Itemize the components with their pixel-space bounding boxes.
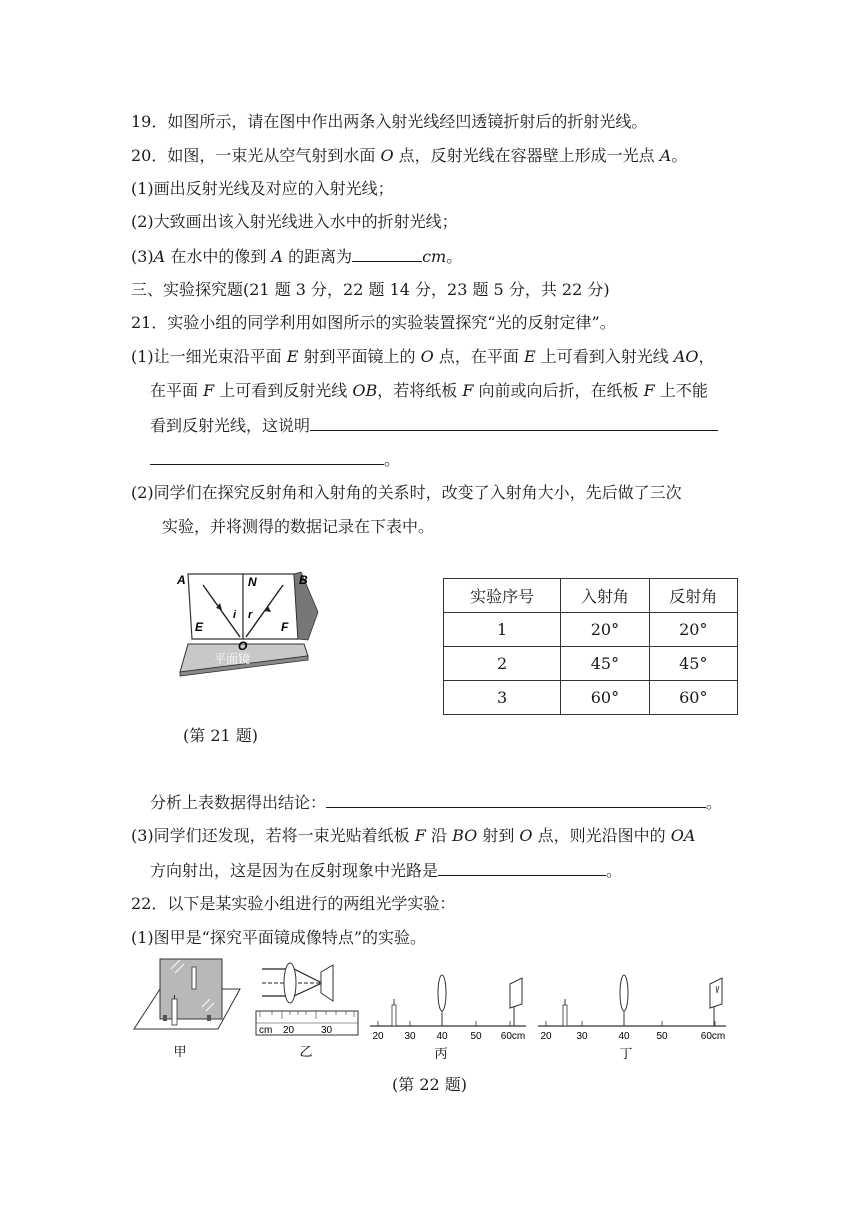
table-row — [444, 681, 738, 715]
light-screen — [510, 978, 522, 1008]
bench-tick-label: 20 — [540, 1031, 552, 1042]
candle — [563, 1005, 567, 1026]
table-cell: 45° — [649, 647, 737, 681]
label-r: r — [248, 609, 253, 621]
data-table — [443, 578, 738, 715]
question-21-part-1-line-2: 在平面 F 上可看到反射光线 OB，若将纸板 F 向前或向后折，在纸板 F 上不能 — [150, 381, 708, 400]
question-20-stem: 20．如图，一束光从空气射到水面 O 点，反射光线在容器壁上形成一光点 A。 — [131, 146, 688, 165]
answer-blank[interactable] — [150, 448, 384, 465]
figure-22-caption: (第 22 题) — [392, 1075, 468, 1094]
table-header: 反射角 — [649, 579, 737, 613]
question-21-conclusion: 分析上表数据得出结论： 。 — [150, 793, 723, 812]
glass-plate — [160, 959, 222, 1019]
bench-tick-label: 40 — [436, 1031, 448, 1042]
table-cell: 60° — [561, 681, 649, 715]
convex-lens — [438, 975, 446, 1011]
reflection-experiment-figure — [170, 568, 320, 680]
table-header: 实验序号 — [444, 579, 561, 613]
question-22-stem: 22．以下是某实验小组进行的两组光学实验： — [131, 894, 456, 913]
answer-blank[interactable] — [310, 414, 718, 431]
candle-image — [192, 967, 196, 989]
question-19: 19．如图所示，请在图中作出两条入射光线经凹透镜折射后的折射光线。 — [131, 112, 648, 131]
label-i: i — [233, 609, 237, 621]
figure-bing — [370, 975, 526, 1061]
table-cell: 3 — [444, 681, 561, 715]
candle — [392, 1005, 396, 1026]
figure-label-jia: 甲 — [173, 1044, 187, 1059]
question-21-part-1-line-4: 。 — [150, 448, 400, 471]
table-cell: 20° — [561, 613, 649, 647]
bench-tick-label: 30 — [576, 1031, 588, 1042]
figure-21-caption: (第 21 题) — [183, 726, 259, 745]
question-21-part-1-line-1: (1)让一细光束沿平面 E 射到平面镜上的 O 点，在平面 E 上可看到入射光线 AO， — [131, 347, 715, 366]
table-header-row — [444, 579, 738, 613]
figure-jia — [134, 959, 240, 1059]
convex-lens — [620, 975, 628, 1011]
label-e: E — [195, 620, 204, 634]
ruler-unit: cm — [259, 1025, 273, 1036]
optics-experiments-figure — [130, 955, 730, 1065]
ruler-tick-label: 20 — [283, 1025, 295, 1036]
table-row — [444, 613, 738, 647]
question-22-part-1: (1)图甲是“探究平面镜成像特点”的实验。 — [131, 928, 427, 947]
table-cell: 45° — [561, 647, 649, 681]
label-o: O — [238, 639, 248, 653]
table-cell: 20° — [649, 613, 737, 647]
bench-tick-label: 60cm — [500, 1031, 526, 1042]
figure-label-yi: 乙 — [299, 1044, 313, 1059]
table-cell: 2 — [444, 647, 561, 681]
answer-blank[interactable] — [438, 859, 606, 876]
candle — [172, 999, 177, 1025]
light-screen — [321, 965, 333, 1001]
question-21-part-3-line-2: 方向射出，这是因为在反射现象中光路是 。 — [150, 861, 623, 880]
question-21-stem: 21．实验小组的同学利用如图所示的实验装置探究“光的反射定律”。 — [131, 313, 616, 332]
answer-blank[interactable] — [352, 245, 422, 262]
label-a: A — [177, 573, 186, 587]
bench-tick-label: 60cm — [700, 1031, 726, 1042]
answer-blank[interactable] — [326, 791, 706, 808]
section-3-heading: 三、实验探究题(21 题 3 分，22 题 14 分，23 题 5 分，共 22 分) — [131, 280, 610, 299]
question-21-part-2-line-1: (2)同学们在探究反射角和入射角的关系时，改变了入射角大小，先后做了三次 — [131, 483, 682, 502]
question-20-part-3: (3)A 在水中的像到 A 的距离为 cm。 — [131, 247, 463, 266]
figure-yi — [256, 963, 358, 1059]
bench-tick-label: 30 — [404, 1031, 416, 1042]
figure-ding — [538, 975, 726, 1061]
table-cell: 1 — [444, 613, 561, 647]
bench-tick-label: 20 — [372, 1031, 384, 1042]
table-cell: 60° — [649, 681, 737, 715]
bench-tick-label: 50 — [656, 1031, 668, 1042]
table-row — [444, 647, 738, 681]
label-n: N — [248, 575, 257, 589]
figure-label-ding: 丁 — [619, 1046, 633, 1061]
bench-tick-label: 50 — [470, 1031, 482, 1042]
question-21-part-2-line-2: 实验，并将测得的数据记录在下表中。 — [162, 517, 435, 536]
table-header: 入射角 — [561, 579, 649, 613]
question-21-part-3-line-1: (3)同学们还发现，若将一束光贴着纸板 F 沿 BO 射到 O 点，则光沿图中的 OA — [131, 826, 696, 845]
label-mirror: 平面镜 — [214, 652, 251, 666]
question-21-part-1-line-3: 看到反射光线，这说明 — [150, 414, 718, 437]
label-f: F — [281, 620, 289, 634]
figure-label-bing: 丙 — [434, 1046, 448, 1061]
question-20-part-2: (2)大致画出该入射光线进入水中的折射光线； — [131, 212, 458, 231]
light-screen — [710, 978, 722, 1008]
ruler-tick-label: 30 — [321, 1025, 333, 1036]
label-b: B — [299, 573, 308, 587]
question-20-part-1: (1)画出反射光线及对应的入射光线； — [131, 179, 394, 198]
bench-tick-label: 40 — [618, 1031, 630, 1042]
